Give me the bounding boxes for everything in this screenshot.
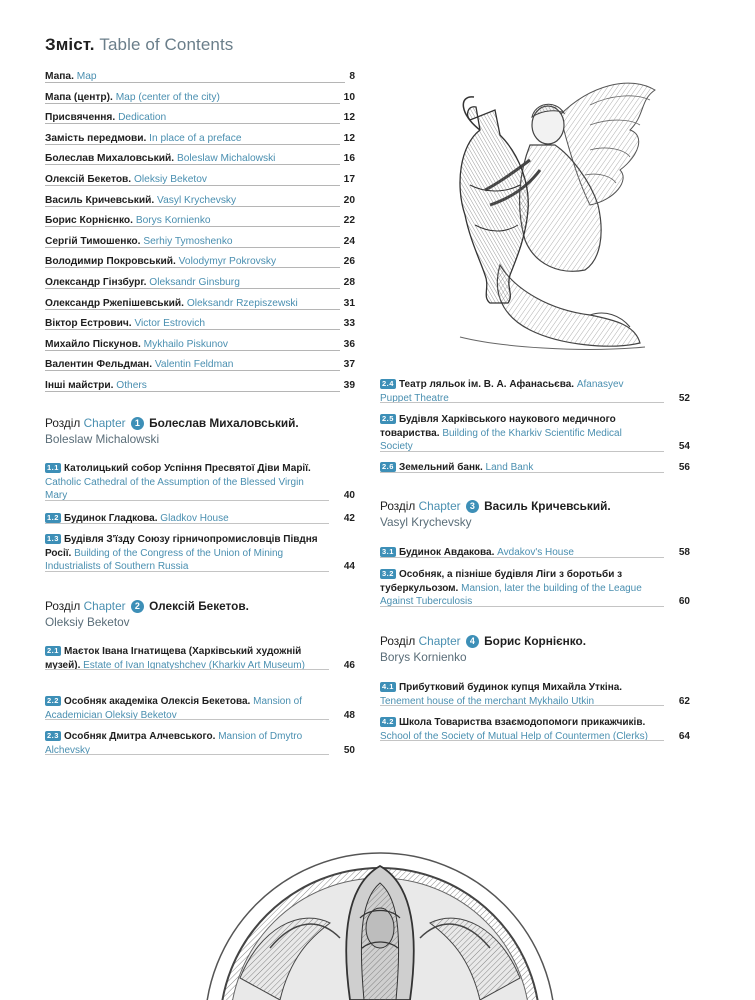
toc-page-number: 22 <box>340 214 355 228</box>
toc-title-uk: Василь Кричевський. <box>45 194 155 206</box>
entry-leader-line <box>380 472 664 473</box>
toc-page-number: 31 <box>340 297 355 311</box>
toc-title-uk: Валентин Фельдман. <box>45 359 153 371</box>
toc-row[interactable] <box>45 379 355 400</box>
entry-number: 1.1 <box>47 463 59 472</box>
toc-title-uk: Борис Корнієнко. <box>45 215 133 227</box>
toc-page-number: 39 <box>340 379 355 393</box>
entry-number: 2.6 <box>382 462 394 471</box>
toc-row-title <box>45 339 232 350</box>
entry-title-en: Catholic Cathedral of the Assumption of the Blessed Virgin Mary <box>45 476 304 501</box>
entry-title-uk: Будівля Харківського наукового медичного товариства. <box>380 414 616 439</box>
toc-entry-1-1[interactable] <box>45 462 355 503</box>
toc-row-title <box>45 71 101 82</box>
toc-row[interactable] <box>45 255 355 276</box>
toc-row-title <box>45 133 246 144</box>
chapter-number-badge: 1 <box>131 417 144 430</box>
toc-title-uk: Замість передмови. <box>45 132 147 144</box>
dotted-leader <box>45 288 355 289</box>
toc-entry-3-1[interactable] <box>380 546 690 560</box>
toc-row-title <box>45 92 224 103</box>
toc-row-title <box>45 174 211 185</box>
chapter-1-heading[interactable] <box>45 415 355 447</box>
entry-leader-line <box>380 705 664 706</box>
entry-title-en: Land Bank <box>485 462 534 473</box>
chapter-2-heading[interactable] <box>45 598 355 630</box>
toc-entry-3-2[interactable] <box>380 568 690 609</box>
entry-title-en: Gladkov House <box>160 513 229 524</box>
entry-leader-line <box>45 719 329 720</box>
angel-illustration <box>440 75 670 360</box>
toc-title-en: Oleksandr Rzepiszewski <box>186 297 298 309</box>
chapter-word-uk: Розділ <box>380 499 416 513</box>
toc-row-title <box>45 153 279 164</box>
chapter-title-uk: Борис Корнієнко. <box>484 634 587 648</box>
entry-number: 2.4 <box>382 379 394 388</box>
entry-title-en: Mansion of Dmytro Alchevsky <box>45 731 303 756</box>
toc-row[interactable] <box>45 132 355 153</box>
toc-title-en: Mykhailo Piskunov <box>143 338 229 350</box>
toc-title-en: Others <box>116 379 147 391</box>
entry-title-uk: Земельний банк. <box>398 462 483 473</box>
chapter-number-badge: 2 <box>131 600 144 613</box>
toc-title-en: Borys Kornienko <box>135 215 211 227</box>
entry-leader-line <box>380 606 664 607</box>
entry-number: 3.1 <box>382 547 394 556</box>
entry-number: 4.2 <box>382 717 394 726</box>
toc-row[interactable] <box>45 297 355 318</box>
entry-number: 2.1 <box>47 646 59 655</box>
chapter-word-uk: Розділ <box>380 634 416 648</box>
toc-title-uk: Інші майстри. <box>45 379 114 391</box>
toc-entry-4-2[interactable] <box>380 716 690 743</box>
toc-page-number: 20 <box>340 194 355 208</box>
title-uk: Зміст. <box>45 35 95 54</box>
toc-row[interactable] <box>45 317 355 338</box>
chapter-number-badge: 4 <box>466 635 479 648</box>
toc-page-number: 8 <box>345 70 355 84</box>
toc-row[interactable] <box>45 152 355 173</box>
page-title <box>45 35 233 55</box>
toc-title-uk: Олександр Ржепішевський. <box>45 297 184 309</box>
toc-entry-2-5[interactable] <box>380 413 690 454</box>
toc-title-en: Map (center of the city) <box>115 91 220 103</box>
toc-row[interactable] <box>45 358 355 379</box>
entry-leader-line <box>45 500 329 501</box>
entry-number: 1.3 <box>47 534 59 543</box>
toc-entry-2-1[interactable] <box>45 645 355 672</box>
toc-row-title <box>45 256 280 267</box>
toc-page-number: 36 <box>340 338 355 352</box>
entry-page: 56 <box>678 462 690 473</box>
entry-page: 48 <box>343 709 355 721</box>
entry-title-en: School of the Society of Mutual Help of Countermen (Clerks) <box>380 730 648 742</box>
chapter-title-uk: Болеслав Михаловський. <box>149 416 299 430</box>
entry-page: 62 <box>678 695 690 707</box>
dotted-leader <box>45 370 355 371</box>
toc-title-en: Oleksandr Ginsburg <box>149 276 240 288</box>
toc-title-uk: Присвячення. <box>45 112 116 124</box>
toc-title-uk: Володимир Покровський. <box>45 256 176 268</box>
entry-title-uk: Театр ляльок ім. В. А. Афанасьєва. <box>398 379 575 390</box>
entry-page: 64 <box>678 730 690 742</box>
entry-title-en: Estate of Ivan Ignatyshchev (Kharkiv Art Museum) <box>83 659 305 671</box>
toc-title-en: Valentin Feldman <box>154 359 234 371</box>
toc-row[interactable] <box>45 214 355 235</box>
toc-row[interactable] <box>45 70 355 91</box>
toc-row-title <box>45 112 170 123</box>
entry-title-uk: Будинок Гладкова. <box>63 513 158 524</box>
entry-page: 40 <box>343 490 355 501</box>
chapter-title-en: Vasyl Krychevsky <box>380 515 472 529</box>
entry-leader-line <box>45 523 329 524</box>
entry-page: 52 <box>678 392 690 404</box>
entry-title-uk: Прибутковий будинок купця Михайла Уткіна. <box>398 682 623 693</box>
chapter-word-en: Chapter <box>418 634 461 648</box>
toc-title-uk: Михайло Піскунов. <box>45 338 141 350</box>
toc-title-en: Map <box>76 71 97 82</box>
entry-title-uk: Католицький собор Успіння Пресвятої Діви Марії. <box>63 463 311 474</box>
toc-entry-2-6[interactable] <box>380 461 690 475</box>
toc-row[interactable] <box>45 338 355 359</box>
chapter-title-en: Borys Kornienko <box>380 650 467 664</box>
toc-row-title <box>45 359 237 370</box>
dotted-leader <box>45 329 355 330</box>
entry-page: 44 <box>343 561 355 572</box>
entry-title-en: Mansion of Academician Oleksiy Beketov <box>45 696 303 721</box>
chapter-title-uk: Василь Кричевський. <box>484 499 611 513</box>
chapter-word-en: Chapter <box>83 599 126 613</box>
entry-title-en: Tenement house of the merchant Mykhailo Utkin <box>380 695 594 707</box>
toc-title-uk: Болеслав Михаловський. <box>45 153 175 165</box>
dotted-leader <box>45 185 355 186</box>
entry-number: 3.2 <box>382 569 394 578</box>
dotted-leader <box>45 391 355 392</box>
entry-title-uk: Особняк Дмитра Алчевського. <box>63 731 216 742</box>
toc-row[interactable] <box>45 235 355 256</box>
toc-entry-4-1[interactable] <box>380 681 690 708</box>
toc-title-en: Dedication <box>118 112 167 124</box>
chapter-3-heading[interactable] <box>380 498 690 530</box>
entry-title-uk: Будівля З'їзду Союзу гірничопромисловців Півдня Росії. <box>45 534 318 559</box>
entry-title-en: Building of the Congress of the Union of Mining Industrialists of Southern Russia <box>45 547 284 572</box>
entry-page: 46 <box>343 659 355 671</box>
toc-title-en: Volodymyr Pokrovsky <box>178 256 277 268</box>
entry-page: 54 <box>678 441 690 452</box>
chapter-title-en: Oleksiy Beketov <box>45 615 130 629</box>
toc-page-number: 16 <box>340 152 355 166</box>
entry-leader-line <box>45 571 329 572</box>
toc-page-number: 33 <box>340 317 355 331</box>
toc-title-en: Oleksiy Beketov <box>133 173 208 185</box>
toc-entry-2-2[interactable] <box>45 695 355 722</box>
chapter-title-en: Boleslaw Michalowski <box>45 432 160 446</box>
toc-title-uk: Сергій Тимошенко. <box>45 235 141 247</box>
chapter-4-heading[interactable] <box>380 633 690 665</box>
toc-page-number: 26 <box>340 255 355 269</box>
toc-row[interactable] <box>45 111 355 132</box>
toc-title-en: In place of a preface <box>149 132 242 144</box>
entry-title-en: Avdakov's House <box>497 547 574 558</box>
title-en: Table of Contents <box>99 35 234 54</box>
toc-page-number: 24 <box>340 235 355 249</box>
toc-row-title <box>45 318 209 329</box>
toc-page-number: 28 <box>340 276 355 290</box>
toc-row-title <box>45 380 151 391</box>
entry-title-uk: Будинок Авдакова. <box>398 547 495 558</box>
toc-title-uk: Мапа (центр). <box>45 91 113 103</box>
toc-title-en: Victor Estrovich <box>134 318 206 330</box>
entry-number: 4.1 <box>382 682 394 691</box>
ornament-medallion <box>200 828 560 1000</box>
entry-title-uk: Особняк академіка Олексія Бекетова. <box>63 696 251 707</box>
entry-page: 60 <box>678 596 690 607</box>
entry-leader-line <box>380 451 664 452</box>
entry-leader-line <box>45 754 329 755</box>
toc-page-number: 12 <box>340 132 355 146</box>
toc-entry-2-3[interactable] <box>45 730 355 757</box>
dotted-leader <box>45 267 355 268</box>
toc-title-uk: Віктор Естрович. <box>45 318 132 330</box>
entry-title-uk: Школа Товариства взаємодопомоги прикажчиків. <box>398 717 646 728</box>
toc-entry-1-3[interactable] <box>45 533 355 574</box>
toc-row[interactable] <box>45 91 355 112</box>
entry-leader-line <box>380 557 664 558</box>
dotted-leader <box>45 226 355 227</box>
chapter-word-uk: Розділ <box>45 416 81 430</box>
toc-list <box>45 70 355 400</box>
entry-title-uk: Особняк, а пізніше будівля Ліги з боротьби з туберкульозом. <box>380 569 623 594</box>
toc-row-title <box>45 277 244 288</box>
entry-leader-line <box>380 740 664 741</box>
ornament-drawing <box>200 828 560 1000</box>
entry-leader-line <box>45 669 329 670</box>
entry-title-en: Mansion, later the building of the League Against Tuberculosis <box>380 582 642 607</box>
chapter-word-en: Chapter <box>83 416 126 430</box>
toc-row-title <box>45 215 215 226</box>
toc-title-en: Vasyl Krychevsky <box>157 194 237 206</box>
toc-row[interactable] <box>45 276 355 297</box>
toc-title-uk: Олексій Бекетов. <box>45 173 132 185</box>
toc-page-number: 10 <box>340 91 355 105</box>
toc-row-title <box>45 195 240 206</box>
toc-title-uk: Мапа. <box>45 71 74 82</box>
chapter-word-en: Chapter <box>418 499 461 513</box>
entry-leader-line <box>380 402 664 403</box>
entry-number: 2.3 <box>47 731 59 740</box>
toc-row[interactable] <box>45 194 355 215</box>
entry-page: 58 <box>678 547 690 558</box>
entry-number: 1.2 <box>47 513 59 522</box>
toc-title-en: Serhiy Tymoshenko <box>143 235 233 247</box>
entry-number: 2.2 <box>47 696 59 705</box>
entry-title-uk: Маєток Івана Ігнатищева (Харківський художній музей). <box>45 646 302 671</box>
entry-title-en: Afanasyev Puppet Theatre <box>380 379 624 404</box>
toc-row-title <box>45 236 237 247</box>
toc-page-number: 17 <box>340 173 355 187</box>
angel-drawing <box>440 75 670 360</box>
entry-title-en: Building of the Kharkiv Scientific Medical Society <box>380 427 622 452</box>
entry-page: 50 <box>343 744 355 756</box>
entry-page: 42 <box>343 513 355 524</box>
entry-number: 2.5 <box>382 414 394 423</box>
dotted-leader <box>45 164 355 165</box>
dotted-leader <box>45 82 355 83</box>
toc-entry-2-4[interactable] <box>380 378 690 405</box>
toc-row-title <box>45 298 302 309</box>
chapter-number-badge: 3 <box>466 500 479 513</box>
toc-page-number: 37 <box>340 358 355 372</box>
toc-page-number: 12 <box>340 111 355 125</box>
toc-entry-1-2[interactable] <box>45 512 355 526</box>
toc-title-uk: Олександр Гінзбург. <box>45 276 147 288</box>
chapter-title-uk: Олексій Бекетов. <box>149 599 249 613</box>
dotted-leader <box>45 123 355 124</box>
toc-title-en: Boleslaw Michalowski <box>176 153 276 165</box>
toc-row[interactable] <box>45 173 355 194</box>
chapter-word-uk: Розділ <box>45 599 81 613</box>
